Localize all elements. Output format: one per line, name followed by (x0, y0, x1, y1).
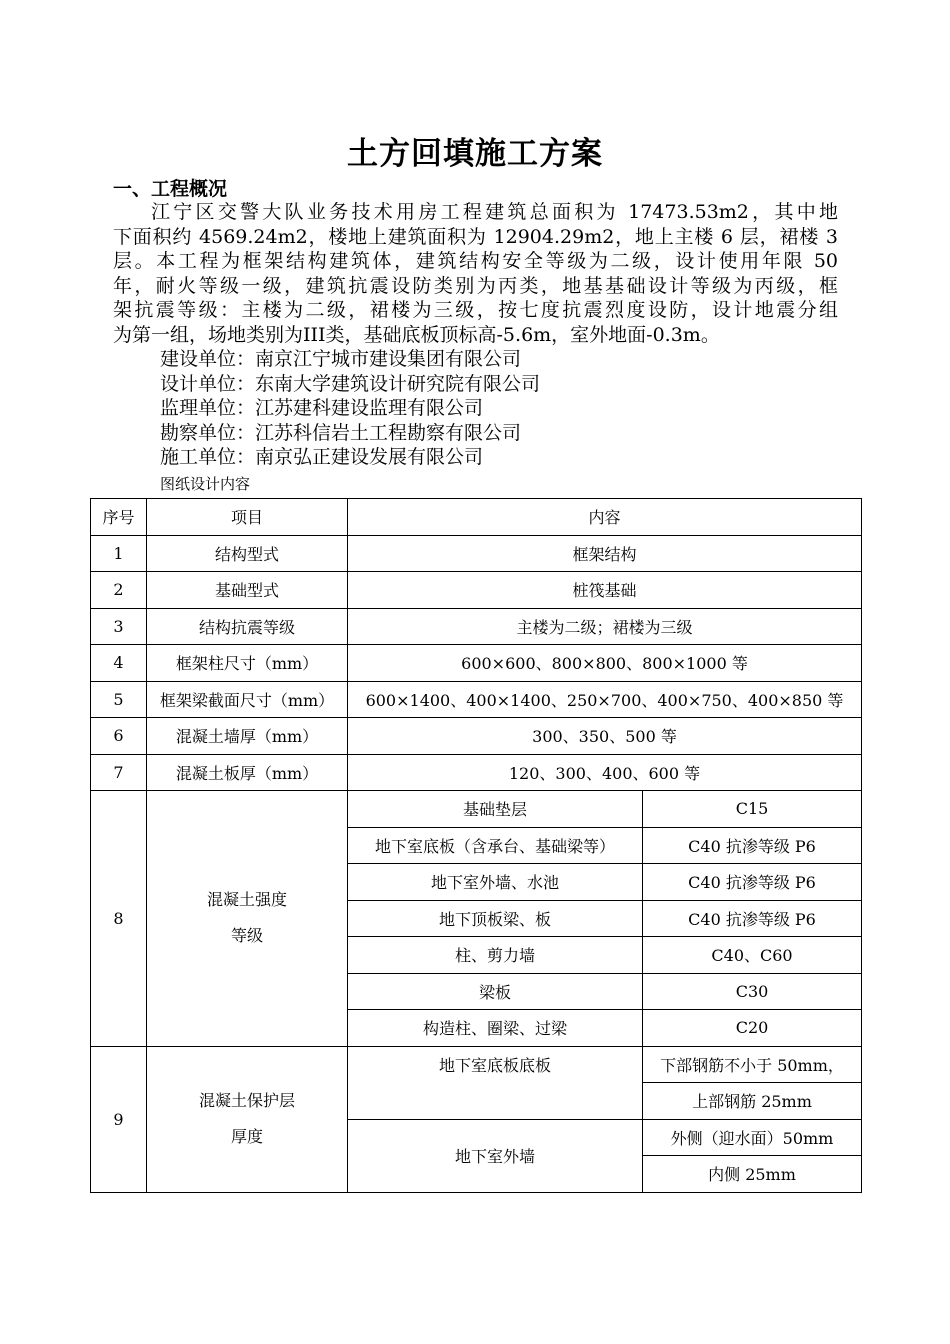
table-row (91, 718, 862, 755)
row-item: 基础型式 (147, 572, 348, 609)
grade-cell: C40 抗渗等级 P6 (643, 900, 862, 937)
row-content: 600×600、800×800、800×1000 等 (348, 645, 862, 682)
row-item-line: 厚度 (230, 1127, 263, 1146)
unit-line: 建设单位：南京江宁城市建设集团有限公司 (160, 348, 522, 370)
part-cell: 基础垫层 (348, 791, 643, 828)
cover-cell: 上部钢筋 25mm (643, 1083, 862, 1120)
grade-cell: C40 抗渗等级 P6 (643, 827, 862, 864)
table-row (91, 791, 862, 828)
unit-line: 监理单位：江苏建科建设监理有限公司 (160, 397, 484, 420)
row-content: 120、300、400、600 等 (348, 754, 862, 791)
overview-line: 年，耐火等级一级，建筑抗震设防类别为丙类，地基基础设计等级为丙级，框 (113, 274, 838, 297)
overview-line: 下面积约 4569.24m2，楼地上建筑面积为 12904.29m2，地上主楼 6 层，裙楼 3 (113, 225, 838, 248)
grade-cell: C15 (643, 791, 862, 828)
row-content: 框架结构 (348, 535, 862, 572)
cover-cell: 内侧 25mm (643, 1156, 862, 1193)
row-item: 混凝土板厚（mm） (147, 754, 348, 791)
part-cell: 地下顶板梁、板 (348, 900, 643, 937)
table-row (91, 645, 862, 682)
row-number: 7 (91, 754, 147, 791)
row-item-line: 混凝土保护层 (198, 1091, 295, 1110)
grade-cell: C40 抗渗等级 P6 (643, 864, 862, 901)
table-row (91, 535, 862, 572)
row-item: 结构抗震等级 (147, 608, 348, 645)
document-title: 土方回填施工方案 (347, 136, 603, 172)
overview-line: 架抗震等级：主楼为二级，裙楼为三级，按七度抗震烈度设防，设计地震分组 (113, 299, 838, 322)
overview-line: 层。本工程为框架结构建筑体，建筑结构安全等级为二级，设计使用年限 50 (113, 250, 838, 273)
row-number: 6 (91, 718, 147, 755)
table-caption: 图纸设计内容 (160, 475, 251, 493)
row-item (147, 1046, 348, 1192)
part-cell: 地下室底板底板 (348, 1046, 643, 1119)
row-number: 5 (91, 681, 147, 718)
part-cell: 地下室外墙、水池 (348, 864, 643, 901)
row-item: 框架梁截面尺寸（mm） (147, 681, 348, 718)
overview-line: 江宁区交警大队业务技术用房工程建筑总面积为 17473.53m2，其中地 (151, 201, 838, 223)
design-content-table (90, 498, 862, 1193)
grade-cell: C40、C60 (643, 937, 862, 974)
part-cell: 柱、剪力墙 (348, 937, 643, 974)
header-cell: 序号 (91, 499, 147, 536)
part-cell: 梁板 (348, 973, 643, 1010)
row-content: 300、350、500 等 (348, 718, 862, 755)
table-row (91, 608, 862, 645)
row-content: 主楼为二级；裙楼为三级 (348, 608, 862, 645)
row-number: 1 (91, 535, 147, 572)
grade-cell: C30 (643, 973, 862, 1010)
cover-cell: 下部钢筋不小于 50mm， (643, 1046, 862, 1083)
part-cell: 构造柱、圈梁、过梁 (348, 1010, 643, 1047)
header-cell: 项目 (147, 499, 348, 536)
row-item: 框架柱尺寸（mm） (147, 645, 348, 682)
row-number: 2 (91, 572, 147, 609)
cover-cell: 外侧（迎水面）50mm (643, 1119, 862, 1156)
table-row (91, 681, 862, 718)
table-row (91, 754, 862, 791)
grade-cell: C20 (643, 1010, 862, 1047)
row-number: 3 (91, 608, 147, 645)
table-row (91, 1046, 862, 1083)
participating-units (160, 347, 540, 470)
unit-line: 施工单位：南京弘正建设发展有限公司 (160, 446, 484, 469)
overview-paragraph (113, 200, 838, 348)
row-number: 4 (91, 645, 147, 682)
row-item-line: 等级 (230, 926, 263, 946)
row-item-line: 混凝土强度 (206, 890, 287, 910)
row-item: 结构型式 (147, 535, 348, 572)
row-number: 9 (91, 1046, 147, 1192)
section-heading: 一、工程概况 (113, 178, 228, 200)
header-cell: 内容 (348, 499, 862, 536)
row-content: 桩筏基础 (348, 572, 862, 609)
row-item: 混凝土墙厚（mm） (147, 718, 348, 755)
table-header-row (91, 499, 862, 536)
row-content: 600×1400、400×1400、250×700、400×750、400×850 等 (348, 681, 862, 718)
part-cell: 地下室外墙 (348, 1119, 643, 1192)
overview-line: 为第一组，场地类别为III类，基础底板顶标高-5.6m，室外地面-0.3m。 (113, 323, 720, 346)
unit-line: 勘察单位：江苏科信岩土工程勘察有限公司 (160, 421, 522, 444)
table-row (91, 572, 862, 609)
row-number: 8 (91, 791, 147, 1047)
row-item (147, 791, 348, 1047)
unit-line: 设计单位：东南大学建筑设计研究院有限公司 (160, 372, 541, 395)
part-cell: 地下室底板（含承台、基础梁等） (348, 827, 643, 864)
